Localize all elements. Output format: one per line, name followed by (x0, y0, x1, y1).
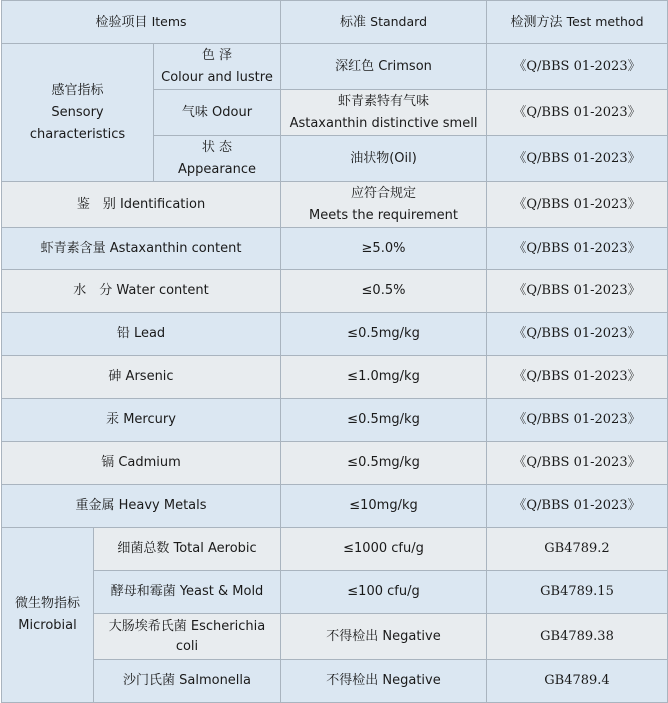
microbial-item: 沙门氏菌 Salmonella (94, 660, 281, 703)
microbial-standard: 不得检出 Negative (281, 614, 487, 660)
test-method: 《Q/BBS 01-2023》 (487, 228, 668, 270)
specification-table (1, 0, 668, 703)
row-arsenic (2, 356, 668, 399)
microbial-standard: ≤100 cfu/g (281, 571, 487, 614)
microbial-row-yeast (2, 571, 668, 614)
sensory-item: 气味 Odour (154, 90, 281, 136)
microbial-standard: 不得检出 Negative (281, 660, 487, 703)
sensory-standard: 深红色 Crimson (281, 44, 487, 90)
row-astaxanthin (2, 228, 668, 270)
microbial-category: 微生物指标 Microbial (2, 528, 94, 703)
standard-value: ≤0.5mg/kg (281, 399, 487, 442)
item-label: 水 分 Water content (2, 270, 281, 313)
sensory-method: 《Q/BBS 01-2023》 (487, 44, 668, 90)
microbial-row-aerobic (2, 528, 668, 571)
header-items: 检验项目 Items (2, 1, 281, 44)
item-label: 铅 Lead (2, 313, 281, 356)
test-method: 《Q/BBS 01-2023》 (487, 399, 668, 442)
row-identification (2, 182, 668, 228)
standard-value: ≤10mg/kg (281, 485, 487, 528)
standard-value: ≤0.5% (281, 270, 487, 313)
test-method: 《Q/BBS 01-2023》 (487, 356, 668, 399)
microbial-method: GB4789.4 (487, 660, 668, 703)
sensory-standard: 虾青素特有气味 Astaxanthin distinctive smell (281, 90, 487, 136)
test-method: 《Q/BBS 01-2023》 (487, 182, 668, 228)
sensory-standard: 油状物(Oil) (281, 136, 487, 182)
microbial-item: 细菌总数 Total Aerobic (94, 528, 281, 571)
header-standard: 标准 Standard (281, 1, 487, 44)
microbial-row-ecoli (2, 614, 668, 660)
item-label: 鉴 别 Identification (2, 182, 281, 228)
sensory-method: 《Q/BBS 01-2023》 (487, 136, 668, 182)
test-method: 《Q/BBS 01-2023》 (487, 270, 668, 313)
row-mercury (2, 399, 668, 442)
item-label: 虾青素含量 Astaxanthin content (2, 228, 281, 270)
sensory-row-colour (2, 44, 668, 90)
standard-value: ≥5.0% (281, 228, 487, 270)
sensory-item: 色 泽 Colour and lustre (154, 44, 281, 90)
row-lead (2, 313, 668, 356)
standard-value: ≤0.5mg/kg (281, 313, 487, 356)
microbial-method: GB4789.2 (487, 528, 668, 571)
header-row (2, 1, 668, 44)
test-method: 《Q/BBS 01-2023》 (487, 485, 668, 528)
item-label: 重金属 Heavy Metals (2, 485, 281, 528)
microbial-row-salmonella (2, 660, 668, 703)
standard-value: ≤0.5mg/kg (281, 442, 487, 485)
test-method: 《Q/BBS 01-2023》 (487, 313, 668, 356)
item-label: 砷 Arsenic (2, 356, 281, 399)
row-heavy-metals (2, 485, 668, 528)
microbial-method: GB4789.38 (487, 614, 668, 660)
sensory-method: 《Q/BBS 01-2023》 (487, 90, 668, 136)
item-label: 镉 Cadmium (2, 442, 281, 485)
microbial-method: GB4789.15 (487, 571, 668, 614)
standard-value: ≤1.0mg/kg (281, 356, 487, 399)
test-method: 《Q/BBS 01-2023》 (487, 442, 668, 485)
item-label: 汞 Mercury (2, 399, 281, 442)
standard-value: 应符合规定 Meets the requirement (281, 182, 487, 228)
microbial-item: 酵母和霉菌 Yeast & Mold (94, 571, 281, 614)
sensory-item: 状 态 Appearance (154, 136, 281, 182)
microbial-item: 大肠埃希氏菌 Escherichia coli (94, 614, 281, 660)
row-water (2, 270, 668, 313)
row-cadmium (2, 442, 668, 485)
sensory-category: 感官指标 Sensory characteristics (2, 44, 154, 182)
microbial-standard: ≤1000 cfu/g (281, 528, 487, 571)
header-test-method: 检测方法 Test method (487, 1, 668, 44)
